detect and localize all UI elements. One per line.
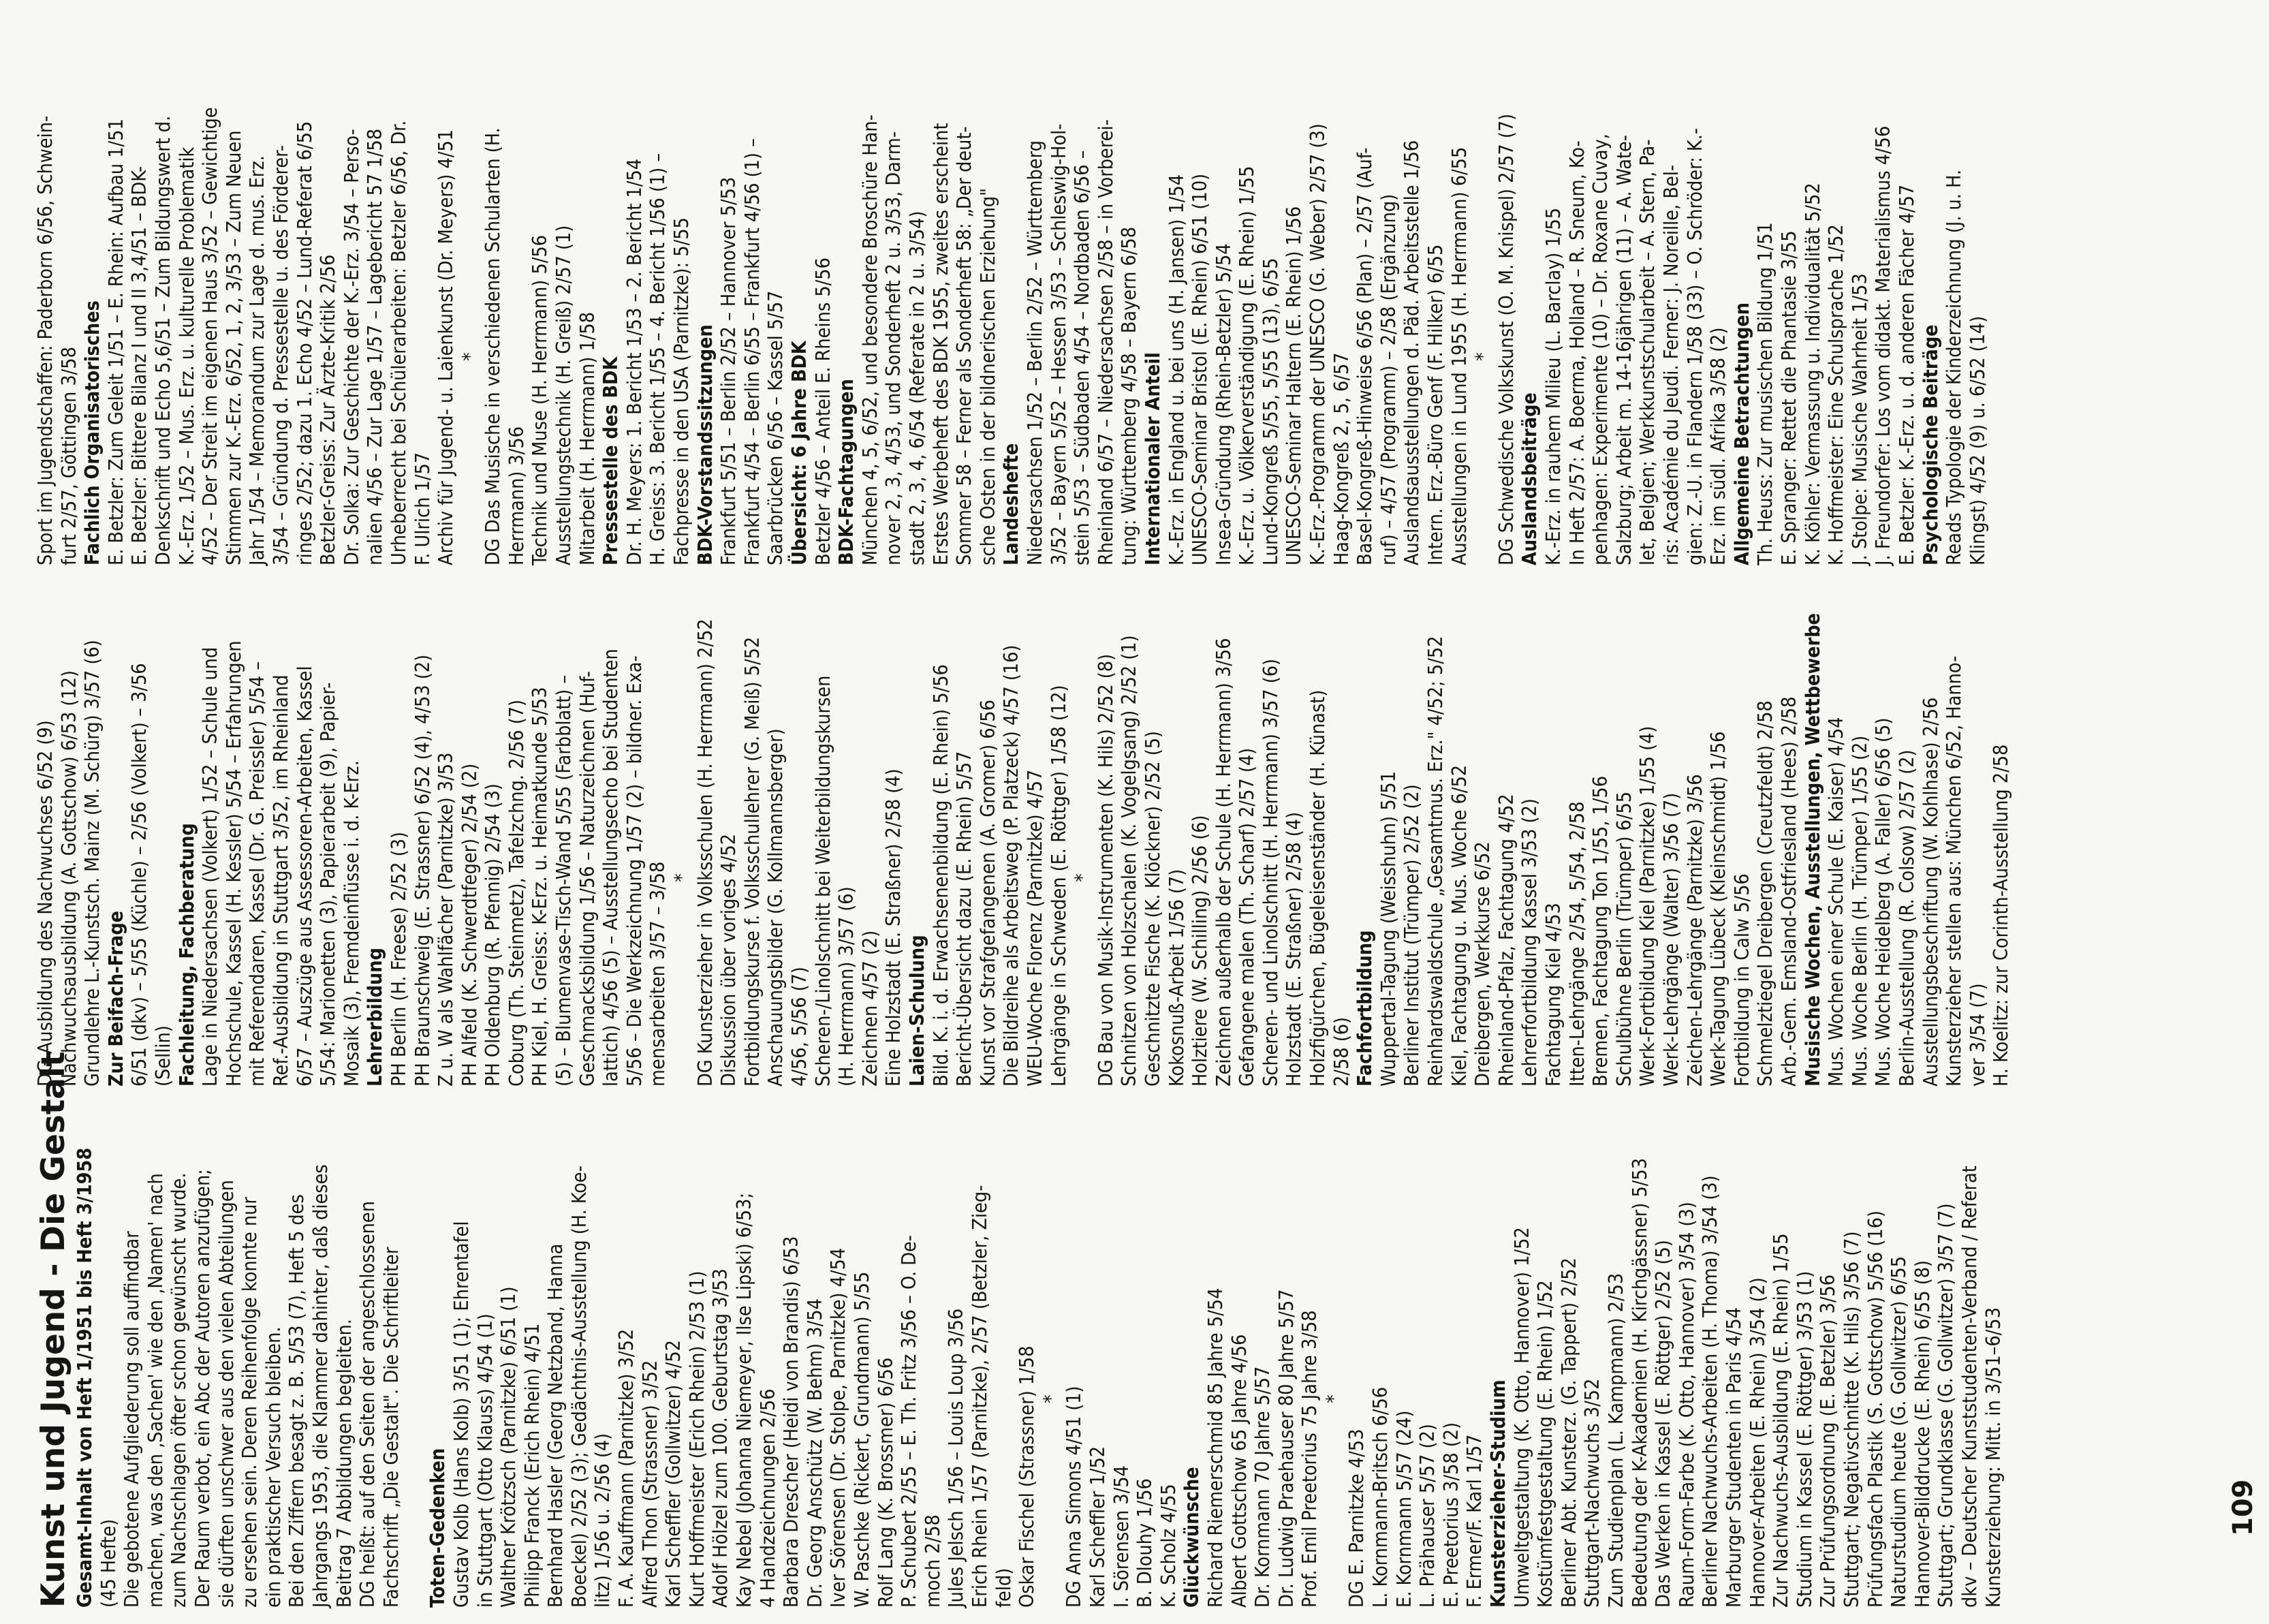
section-heading: Glückwünsche xyxy=(1180,1467,1204,1608)
index-line: K.-Erz. u. Völkerverständigung (E. Rhein) 1/55 xyxy=(1236,166,1259,565)
index-line: Zeichnen 4/57 (2) xyxy=(858,930,881,1087)
index-line: Raum-Form-Farbe (K. Otto, Hannover) 3/54 (3) xyxy=(1675,1202,1698,1608)
index-line: Kiel, Fachtagung u. Mus. Woche 6/52 xyxy=(1448,764,1471,1087)
index-line: Salzburg; Arbeit m. 14-16jährigen (11) – A. Wate- xyxy=(1612,135,1636,565)
index-line: DG E. Parnitzke 4/53 xyxy=(1345,1428,1368,1608)
index-line: gien: Z.-U. in Flandern 1/58 (33) – O. Schröder: K.- xyxy=(1683,127,1706,565)
index-line: Klingst) 4/52 (9) u. 6/52 (14) xyxy=(1966,315,1989,565)
index-line: Dr. Georg Anschütz (W. Behm) 3/54 xyxy=(803,1298,826,1608)
index-line: mit Referendaren, Kassel (Dr. G. Preissler) 5/54 – xyxy=(246,661,269,1087)
index-line: Reads Typologie der Kinderzeichnung (J. u. H. xyxy=(1943,169,1966,565)
index-line: Ausstellungsbeschriftung (W. Kohlhase) 2/56 xyxy=(1919,697,1942,1087)
index-line: Bedeutung der K-Akademien (H. Kirchgässner) 5/53 xyxy=(1628,1157,1651,1608)
index-line: Ausstellungen in Lund 1955 (H. Herrmann) 6/55 xyxy=(1448,146,1471,565)
index-line: München 4, 5, 6/52, und besondere Broschüre Han- xyxy=(858,114,881,565)
index-line: DG Das Musische in verschiedenen Schularten (H. xyxy=(482,127,505,565)
index-line: Geschnitzte Fische (K. Klöckner) 2/52 (5) xyxy=(1141,730,1164,1087)
index-line: Mus. Woche Heidelberg (A. Faller) 6/56 (5) xyxy=(1872,717,1895,1087)
index-line: I. Sörensen 3/54 xyxy=(1110,1465,1133,1608)
index-line: F. Ulrich 1/57 xyxy=(411,452,434,565)
index-line: nalien 4/56 – Zur Lage 1/57 – Lagebericht 57 1/58 xyxy=(364,128,387,565)
index-line: E. Kornmann 5/57 (24) xyxy=(1392,1410,1415,1608)
index-line: F. A. Kauffmann (Parnitzke) 3/52 xyxy=(615,1328,638,1608)
index-line: P. Schubert 2/55 – E. Th. Fritz 3/56 – O. De- xyxy=(898,1234,921,1608)
index-line: tung: Württemberg 4/58 – Bayern 6/58 xyxy=(1118,226,1141,565)
section-heading: Landeshefte xyxy=(1000,443,1023,565)
index-line: J. Stolpe: Musische Wahrheit 1/53 xyxy=(1848,273,1871,565)
index-line: Nachwuchsausbildung (A. Gottschow) 6/53 (12) xyxy=(57,670,80,1087)
index-line: Richard Riemerschmid 85 Jahre 5/54 xyxy=(1204,1287,1227,1608)
index-line: K. Hoffmeister: Eine Schulsprache 1/52 xyxy=(1825,224,1848,565)
index-line: Gefangene malen (Th. Scharf) 2/57 (4) xyxy=(1236,747,1259,1087)
section-heading: Allgemeine Betrachtungen xyxy=(1730,302,1753,565)
index-line: PH Oldenburg (R. Pfennig) 2/54 (3) xyxy=(482,783,505,1087)
index-line: Berlin-Ausstellung (R. Colsow) 2/57 (2) xyxy=(1895,749,1918,1087)
index-line: 5/54: Marionetten (3), Papierarbeit (9), Papier- xyxy=(317,682,340,1087)
index-line: Fortbildungskurse f. Volksschullehrer (G. Meiß) 5/52 xyxy=(740,636,764,1087)
index-line: ein praktischer Versuch bleiben. xyxy=(262,1326,285,1608)
index-line: Zeichen-Lehrgänge (Parnitzke) 3/56 xyxy=(1683,774,1706,1087)
index-line: Frankfurt 4/54 – Berlin 6/55 – Frankfurt 4/56 (1) – xyxy=(740,138,764,565)
section-heading: Gesamt-Inhalt von Heft 1/1951 bis Heft 3/1958 xyxy=(74,1147,96,1608)
separator-asterisk: * xyxy=(1321,1394,1345,1403)
index-line: Lehrerfortbildung Kassel 3/53 (2) xyxy=(1518,798,1542,1087)
index-line: 6/57 – Auszüge aus Assessoren-Arbeiten, Kassel xyxy=(293,666,316,1087)
index-line: Rheinland 6/57 – Niedersachsen 2/58 – in Vorberei- xyxy=(1094,119,1117,565)
index-line: K.-Erz. 1/52 – Mus. Erz. u. kulturelle Problematik xyxy=(175,146,198,565)
index-line: K.-Erz.-Programm der UNESCO (G. Weber) 2/57 (3) xyxy=(1306,123,1330,565)
index-line: ris: Académie du Jeudi. Ferner: J. Noreille, Bel- xyxy=(1659,164,1683,565)
index-line: zum Nachschlagen öfter schon gewünscht wurde. xyxy=(168,1172,191,1608)
index-line: Itten-Lehrgänge 2/54, 5/54, 2/58 xyxy=(1565,801,1589,1087)
separator-asterisk: * xyxy=(1039,1394,1062,1403)
index-line: Barbara Drescher (Heidi von Brandis) 6/53 xyxy=(780,1236,803,1608)
index-line: sie dürften unschwer aus den vielen Abteilungen xyxy=(215,1180,238,1608)
index-line: Hannover-Bilddrucke (E. Rhein) 6/55 (8) xyxy=(1911,1260,1934,1608)
index-line: Bernhard Hasler (Georg Netzband, Hanna xyxy=(544,1243,567,1608)
section-heading: BDK-Fachtagungen xyxy=(835,379,858,565)
index-line: Gustav Kolb (Hans Kolb) 3/51 (1); Ehrentafel xyxy=(450,1221,473,1608)
index-line: PH Kiel, H. Greiss: K-Erz. u. Heimatkunde 5/53 xyxy=(529,687,552,1087)
index-line: K. Scholz 4/55 xyxy=(1157,1484,1180,1608)
index-line: Arb.-Gem. Emsland-Ostfriesland (Hees) 2/58 xyxy=(1777,696,1800,1087)
index-line: Saarbrücken 6/56 – Kassel 5/57 xyxy=(764,290,787,565)
column-3 xyxy=(34,75,2214,565)
index-line: (Sellin) xyxy=(151,1025,174,1087)
index-line: Dr. Solka: Zur Geschichte der K.-Erz. 3/54 – Perso- xyxy=(340,129,363,565)
index-line: Hannover-Arbeiten (E. Rhein) 3/54 (2) xyxy=(1746,1277,1769,1608)
index-line: Berliner Institut (Trümper) 2/52 (2) xyxy=(1400,784,1424,1087)
index-line: DG heißt: auf den Seiten der angeschlossenen xyxy=(356,1201,379,1608)
index-line: Kunsterzieher stellen aus: München 6/52, Hanno- xyxy=(1943,655,1966,1087)
index-line: Ausstellungstechnik (H. Greiß) 2/57 (1) xyxy=(552,225,576,565)
index-line: Schnitzen von Holzschalen (K. Vogelgsang) 2/52 (1) xyxy=(1118,635,1141,1087)
index-line: DG Anna Simons 4/51 (1) xyxy=(1063,1386,1086,1608)
index-line: sche Osten in der bildnerischen Erziehung" xyxy=(976,188,999,565)
index-line: K. Köhler: Vermassung u. Individualität 5/52 xyxy=(1801,183,1824,565)
index-line: Reinhardswaldschule „Gesamtmus. Erz." 4/52; 5/52 xyxy=(1424,636,1448,1087)
section-heading: Pressestelle des BDK xyxy=(599,356,623,565)
index-line: Studium in Kassel (E. Röttger) 3/53 (1) xyxy=(1793,1270,1816,1608)
index-line: Bremen, Fachtagung Ton 1/55, 1/56 xyxy=(1589,775,1612,1087)
index-line: Lage in Niedersachsen (Volkert) 1/52 – Schule und xyxy=(199,646,222,1087)
index-line: 3/52 – Bayern 5/52 – Hessen 3/53 – Schleswig-Hol- xyxy=(1047,123,1070,565)
index-line: E. Betzler: K.-Erz. u. d. anderen Fächer 4/57 xyxy=(1895,184,1918,565)
index-line: penhagen: Experimente (10) – Dr. Roxane Cuvay, xyxy=(1589,134,1612,565)
index-line: Die Bildreihe als Arbeitsweg (P. Platzeck) 4/57 (16) xyxy=(1000,644,1023,1087)
index-line: (5) – Blumenvase-Tisch-Wand 5/55 (Farbblatt) – xyxy=(552,674,576,1087)
index-line: Archiv für Jugend- u. Laienkunst (Dr. Meyers) 4/51 xyxy=(435,129,458,565)
index-line: Zeichnen außerhalb der Schule (H. Herrmann) 3/56 xyxy=(1212,638,1235,1087)
separator-asterisk: * xyxy=(670,873,693,882)
index-line: Zum Studienplan (L. Kampmann) 2/53 xyxy=(1605,1272,1627,1608)
index-line: Schmelztiegel Dreibergen (Creutzfeldt) 2/58 xyxy=(1754,700,1777,1087)
section-heading: Lehrerbildung xyxy=(364,948,387,1087)
index-line: Berliner Abt. Kunsterz. (G. Tappert) 2/52 xyxy=(1557,1258,1580,1608)
index-line: Kokosnuß-Arbeit 1/56 (7) xyxy=(1165,869,1188,1087)
index-line: Stuttgart-Nachwuchs 3/52 xyxy=(1581,1378,1604,1608)
index-line: Holzstadt (E. Straßner) 2/58 (4) xyxy=(1283,811,1306,1087)
index-line: 4 Handzeichnungen 2/56 xyxy=(756,1388,779,1608)
index-line: Umweltgestaltung (K. Otto, Hannover) 1/52 xyxy=(1510,1227,1533,1608)
index-line: Wuppertal-Tagung (Weisshuhn) 5/51 xyxy=(1377,771,1400,1087)
index-line: Mus. Woche Berlin (H. Trümper) 1/55 (2) xyxy=(1848,735,1871,1087)
index-line: ruf) – 4/57 (Programm) – 2/58 (Ergänzung) xyxy=(1377,193,1400,565)
index-line: (H. Herrmann) 3/57 (6) xyxy=(835,886,858,1087)
index-line: 4/52 – Der Streit im eigenen Haus 3/52 – Gewichtige xyxy=(199,107,222,565)
section-heading: Laien-Schulung xyxy=(905,935,928,1087)
index-line: Prof. Emil Preetorius 75 Jahre 3/58 xyxy=(1298,1310,1321,1608)
section-heading: Fachfortbildung xyxy=(1353,930,1377,1087)
index-line: Zur Nachwuchs-Ausbildung (E. Rhein) 1/55 xyxy=(1770,1233,1793,1608)
index-line: PH Alfeld (K. Schwerdtfeger) 2/54 (2) xyxy=(458,763,481,1087)
index-line: E. Spranger: Rettet die Phantasie 3/55 xyxy=(1777,230,1800,565)
index-line: Mitarbeit (H. Herrmann) 1/58 xyxy=(576,311,599,565)
index-line: 5/56 – Die Werkzeichnung 1/57 (2) – bildner. Exa- xyxy=(623,655,646,1087)
index-line: DG Ausbildung des Nachwuchses 6/52 (9) xyxy=(34,720,57,1087)
page-title: Kunst und Jugend - Die Gestalt xyxy=(35,1051,72,1608)
index-line: Zur Prüfungsordnung (E. Betzler) 3/56 xyxy=(1817,1274,1840,1608)
index-line: 6/51 (dkv) – 5/55 (Küchle) – 2/56 (Volkert) – 3/56 xyxy=(128,663,151,1087)
index-line: K.-Erz. in England u. bei uns (H. Jansen) 1/54 xyxy=(1165,174,1188,565)
index-line: Sport im Jugendschaffen: Paderborn 6/56, Schwein- xyxy=(34,115,57,565)
index-line: 4/56, 5/56 (7) xyxy=(788,967,811,1087)
section-heading: Auslandsbeiträge xyxy=(1518,392,1542,565)
index-line: Philipp Franck (Erich Rhein) 4/51 xyxy=(520,1323,544,1608)
spacer xyxy=(403,1131,426,1608)
section-heading: Übersicht: 6 Jahre BDK xyxy=(788,341,811,565)
index-line: Marburger Studenten in Paris 4/54 xyxy=(1722,1307,1745,1608)
index-line: Prüfungsfach Plastik (S. Gottschow) 5/56 (16) xyxy=(1864,1210,1887,1608)
index-line: In Heft 2/57: A. Boerma, Holland – R. Sneum, Ko- xyxy=(1565,140,1589,565)
index-line: Kay Nebel (Johanna Niemeyer, Ilse Lipski) 6/53; xyxy=(733,1192,756,1608)
index-line: moch 2/58 xyxy=(921,1514,944,1608)
index-line: Der Raum verbot, ein Abc der Autoren anzufügen; xyxy=(191,1169,214,1608)
index-line: Betzler 4/56 – Anteil E. Rheins 5/56 xyxy=(811,257,834,565)
index-line: Werk-Tagung Lübeck (Kleinschmidt) 1/56 xyxy=(1707,731,1730,1087)
index-line: zu ersehen sein. Deren Reihenfolge konnte nur xyxy=(238,1197,262,1608)
index-line: ringes 2/52; dazu 1. Echo 4/52 – Lund-Referat 6/55 xyxy=(293,121,316,565)
index-line: H. Koelitz: zur Corinth-Ausstellung 2/58 xyxy=(1990,744,2013,1087)
index-line: Schulbühne Berlin (Trümper) 6/55 xyxy=(1612,791,1636,1087)
index-line: Beitrag 7 Abbildungen begleiten. xyxy=(332,1319,356,1608)
section-heading: Musische Wochen, Ausstellungen, Wettbewerbe xyxy=(1801,613,1824,1087)
index-line: Stuttgart; Grundklasse (G. Gollwitzer) 3/57 (7) xyxy=(1935,1203,1958,1608)
index-line: Anschauungsbilder (G. Kollmannsberger) xyxy=(764,728,787,1087)
index-line: Frankfurt 5/51 – Berlin 2/52 – Hannover 5/53 xyxy=(717,176,740,565)
page-number: 109 xyxy=(2227,1479,2259,1536)
index-line: Dr. H. Meyers: 1. Bericht 1/53 – 2. Bericht 1/54 xyxy=(623,158,646,565)
index-line: PH Braunschweig (E. Strassner) 6/52 (4), 4/53 (2) xyxy=(411,654,434,1087)
index-line: Bericht-Übersicht dazu (E. Rhein) 5/57 xyxy=(953,751,976,1087)
index-line: W. Paschke (Rickert, Grundmann) 5/55 xyxy=(851,1271,873,1608)
index-line: DG Bau von Musik-Instrumenten (K. Hils) 2/52 (8) xyxy=(1094,653,1117,1087)
index-line: Rolf Lang (K. Brossmer) 6/56 xyxy=(874,1357,897,1608)
index-line: Erich Rhein 1/57 (Parnitzke), 2/57 (Betzler, Zieg- xyxy=(968,1185,991,1608)
index-line: Jahr 1/54 – Memorandum zur Lage d. mus. Erz. xyxy=(246,155,269,565)
index-line: Dreibergen, Werkkurse 6/52 xyxy=(1471,841,1495,1087)
index-line: Diskussion über voriges 4/52 xyxy=(717,833,740,1087)
index-line: Haag-Kongreß 2, 5, 6/57 xyxy=(1330,352,1353,565)
index-line: Kostümfestgestaltung (E. Rhein) 1/52 xyxy=(1534,1280,1557,1608)
index-line: E. Betzler: Bittere Bilanz I und II 3,4/51 – BDK- xyxy=(128,166,151,565)
index-line: Das Werken in Kassel (E. Röttger) 2/52 (5) xyxy=(1652,1240,1675,1608)
index-line: UNESCO-Seminar Bristol (E. Rhein) 6/51 (10) xyxy=(1189,173,1212,565)
index-line: Boeckel) 2/52 (3); Gedächtnis-Ausstellung (H. Koe- xyxy=(567,1166,591,1608)
index-line: (45 Hefte) xyxy=(97,1518,120,1608)
index-line: lattich) 4/56 (5) – Ausstellungsecho bei Studenten xyxy=(599,649,623,1087)
index-line: Bild. K. i. d. Erwachsenenbildung (E. Rhein) 5/56 xyxy=(929,664,952,1087)
index-line: Jules Jelsch 1/56 – Louis Loup 3/56 xyxy=(945,1308,968,1608)
index-line: Eine Holzstadt (E. Straßner) 2/58 (4) xyxy=(882,768,905,1087)
rotated-text-block xyxy=(34,41,2200,1608)
index-line: feld) xyxy=(992,1567,1015,1608)
index-line: Sommer 58 – Ferner als Sonderheft 58: „Der deut- xyxy=(953,126,976,565)
index-line: Grundlehre L.-Kunstsch. Mainz (M. Schürg) 3/57 (6) xyxy=(81,640,104,1087)
index-line: Holztiere (W. Schilling) 2/56 (6) xyxy=(1189,815,1212,1087)
index-line: Erz. im südl. Afrika 3/58 (2) xyxy=(1707,327,1730,565)
index-line: L. Kornmann-Britsch 6/56 xyxy=(1369,1386,1392,1608)
index-line: Rheinland-Pfalz, Fachtagung 4/52 xyxy=(1495,794,1518,1087)
index-line: K.-Erz. in rauhem Milieu (L. Barclay) 1/55 xyxy=(1542,207,1565,565)
section-heading: Fachleitung, Fachberatung xyxy=(175,823,198,1087)
index-line: Geschmacksbildung 1/56 – Naturzeichnen (Huf- xyxy=(576,671,599,1087)
index-line: E. Preetorius 3/58 (2) xyxy=(1439,1422,1462,1608)
section-heading: Kunsterzieher-Studium xyxy=(1487,1379,1510,1608)
separator-asterisk: * xyxy=(1071,873,1094,882)
index-line: mensarbeiten 3/57 – 3/58 xyxy=(646,861,670,1087)
index-line: F. Ermer/F. Karl 1/57 xyxy=(1463,1434,1486,1608)
index-line: Fortbildung in Calw 5/56 xyxy=(1730,873,1753,1087)
separator-asterisk: * xyxy=(1471,352,1495,361)
index-line: nover 2, 3, 4/53, und Sonderheft 2 u. 3/53, Darm- xyxy=(882,131,905,565)
index-line: Stuttgart; Negativschnitte (K. Hils) 3/56 (7) xyxy=(1840,1231,1863,1608)
index-line: E. Betzler: Zum Geleit 1/51 – E. Rhein: Aufbau 1/51 xyxy=(104,119,127,565)
index-line: Herrmann) 3/56 xyxy=(505,426,528,565)
index-line: in Stuttgart (Otto Klauss) 4/54 (1) xyxy=(473,1313,497,1608)
index-line: Naturstudium heute (G. Gollwitzer) 6/55 xyxy=(1888,1255,1911,1608)
index-line: furt 2/57, Göttingen 3/58 xyxy=(57,347,80,565)
section-heading: Internationaler Anteil xyxy=(1141,352,1164,565)
index-line: Berliner Nachwuchs-Arbeiten (H. Thoma) 3/54 (3) xyxy=(1699,1175,1722,1608)
index-line: Stimmen zur K.-Erz. 6/52, 1, 2, 3/53 – Zum Neuen xyxy=(222,130,245,565)
index-line: 2/58 (6) xyxy=(1330,1016,1353,1087)
index-line: Kunst vor Strafgefangenen (A. Gromer) 6/56 xyxy=(976,700,999,1087)
index-line: L. Prähauser 5/57 (2) xyxy=(1416,1424,1439,1608)
index-line: Holzfigürchen, Bügeleisenständer (H. Künast) xyxy=(1306,689,1330,1087)
index-line: stadt 2, 3, 4, 6/54 (Referate in 2 u. 3/54) xyxy=(905,210,928,565)
index-line: Th. Heuss: Zur musischen Bildung 1/51 xyxy=(1754,222,1777,565)
index-line: Fachpresse in den USA (Parnitzke): 5/55 xyxy=(670,217,693,565)
index-line: Werk-Fortbildung Kiel (Parnitzke) 1/55 (4) xyxy=(1636,725,1659,1087)
section-heading: Psychologische Beiträge xyxy=(1919,324,1942,565)
index-line: Fachtagung Kiel 4/53 xyxy=(1542,903,1565,1087)
index-line: Z u. W als Wahlfächer (Parnitzke) 3/53 xyxy=(435,752,458,1087)
index-line: Bei den Ziffern besagt z. B. 5/53 (7), Heft 5 des xyxy=(285,1194,309,1608)
index-line: dkv – Deutscher Kunststudenten-Verband / Referat xyxy=(1958,1166,1981,1608)
index-line: Dr. Kornmann 70 Jahre 5/57 xyxy=(1251,1366,1274,1608)
index-line: Scheren- und Linolschnitt (H. Herrmann) 3/57 (6) xyxy=(1259,658,1282,1087)
index-line: Erstes Werbeheft des BDK 1955, zweites erscheint xyxy=(929,123,952,565)
index-line: Karl Scheffler 1/52 xyxy=(1086,1446,1109,1608)
index-line: Auslandsausstellungen d. Päd. Arbeitsstelle 1/56 xyxy=(1400,140,1424,565)
index-line: Karl Scheffler (Gollwitzer) 4/52 xyxy=(662,1340,685,1608)
index-line: Niedersachsen 1/52 – Berlin 2/52 – Württemberg xyxy=(1023,140,1046,565)
index-line: Alfred Thon (Strassner) 3/52 xyxy=(638,1360,661,1608)
index-line: Dr. Ludwig Praehauser 80 Jahre 5/57 xyxy=(1274,1289,1298,1608)
index-line: machen, was den ‚Sachen' wie den ‚Namen' nach xyxy=(144,1173,167,1608)
index-line: Coburg (Th. Steinmetz), Tafelzchng. 2/56 (7) xyxy=(505,699,528,1087)
index-line: Oskar Fischel (Strassner) 1/58 xyxy=(1016,1345,1039,1608)
index-line: Insea-Gründung (Rhein-Betzler) 5/54 xyxy=(1212,243,1235,565)
index-line: Basel-Kongreß-Hinweise 6/56 (Plan) – 2/57 (Auf- xyxy=(1353,147,1377,565)
index-line: B. Dlouhy 1/56 xyxy=(1133,1478,1157,1608)
index-line: litz) 1/56 u. 2/56 (4) xyxy=(591,1433,614,1608)
section-heading: Zur Beifach-Frage xyxy=(104,910,127,1087)
section-heading: Toten-Gedenken xyxy=(426,1448,450,1608)
index-line: Kunsterziehung: Mitt. in 3/51–6/53 xyxy=(1982,1307,2005,1608)
index-line: Jahrgangs 1953, die Klammer dahinter, daß dieses xyxy=(309,1164,332,1608)
index-line: Mosaik (3), Fremdeinflüsse i. d. K-Erz. xyxy=(340,760,363,1087)
index-line: DG Schwedische Volkskunst (O. M. Knispel) 2/57 (7) xyxy=(1495,113,1518,565)
index-line: stein 5/53 – Südbaden 4/54 – Nordbaden 6/56 – xyxy=(1071,150,1094,565)
index-line: 3/54 – Gründung d. Pressestelle u. des Förderer- xyxy=(269,144,292,565)
column-2 xyxy=(34,610,2214,1087)
index-line: Scheren-/Linolschnitt bei Weiterbildungskursen xyxy=(811,675,834,1087)
index-line: Kurt Hoffmeister (Erich Rhein) 2/53 (1) xyxy=(685,1270,708,1608)
index-line: H. Greiss: 3. Bericht 1/55 – 4. Bericht 1/56 (1) – xyxy=(646,153,670,565)
index-line: Betzler-Greiss: Zur Ärzte-Kritik 2/56 xyxy=(317,254,340,565)
index-line: Lund-Kongreß 5/55, 5/55 (13), 6/55 xyxy=(1259,257,1282,565)
index-line: Technik und Muse (H. Herrmann) 5/56 xyxy=(529,234,552,565)
index-line: Hochschule, Kassel (H. Kessler) 5/54 – Erfahrungen xyxy=(222,640,245,1087)
index-line: PH Berlin (H. Freese) 2/52 (3) xyxy=(387,832,410,1087)
index-line: DG Kunsterzieher in Volksschulen (H. Herrmann) 2/52 xyxy=(693,619,717,1087)
index-line: ver 3/54 (7) xyxy=(1966,983,1989,1087)
index-line: Urheberrecht bei Schülerarbeiten: Betzler 6/56, Dr. xyxy=(387,120,410,565)
index-line: Mus. Wochen einer Schule (E. Kaiser) 4/54 xyxy=(1825,717,1848,1087)
separator-asterisk: * xyxy=(458,352,481,361)
index-line: Lehrgänge in Schweden (E. Röttger) 1/58 (12) xyxy=(1047,685,1070,1087)
index-line: Walther Krötzsch (Parnitzke) 6/51 (1) xyxy=(497,1286,520,1608)
index-line: Adolf Hölzel zum 100. Geburtstag 3/53 xyxy=(709,1268,732,1608)
index-line: Denkschrift und Echo 5,6/51 – Zum Bildungswert d. xyxy=(151,115,174,565)
index-line: UNESCO-Seminar Haltern (E. Rhein) 1/56 xyxy=(1283,206,1306,565)
section-heading: Fachlich Organisatorisches xyxy=(81,300,104,565)
index-line: Intern. Erz.-Büro Genf (F. Hilker) 6/55 xyxy=(1424,244,1448,565)
index-line: Fachschrift „Die Gestalt". Die Schriftleiter xyxy=(379,1247,403,1608)
index-line: Werk-Lehrgänge (Walter) 3/56 (7) xyxy=(1659,792,1683,1087)
index-line: J. Freundorfer: Los vom didakt. Materialismus 4/56 xyxy=(1872,125,1895,565)
index-line: Die gebotene Aufgliederung soll auffindbar xyxy=(121,1231,144,1608)
index-line: Iver Sörensen (Dr. Stolpe, Parnitzke) 4/54 xyxy=(827,1247,850,1608)
index-line: let, Belgien; Werkkunstschularbeit – A. Stern, Pa- xyxy=(1636,139,1659,565)
section-heading: BDK-Vorstandssitzungen xyxy=(693,324,717,565)
index-line: WEU-Woche Florenz (Parnitzke) 4/57 xyxy=(1023,769,1046,1087)
index-line: Albert Gottschow 65 Jahre 4/56 xyxy=(1227,1334,1251,1608)
index-line: Ref.-Ausbildung in Stuttgart 3/52, im Rheinland xyxy=(269,674,292,1087)
